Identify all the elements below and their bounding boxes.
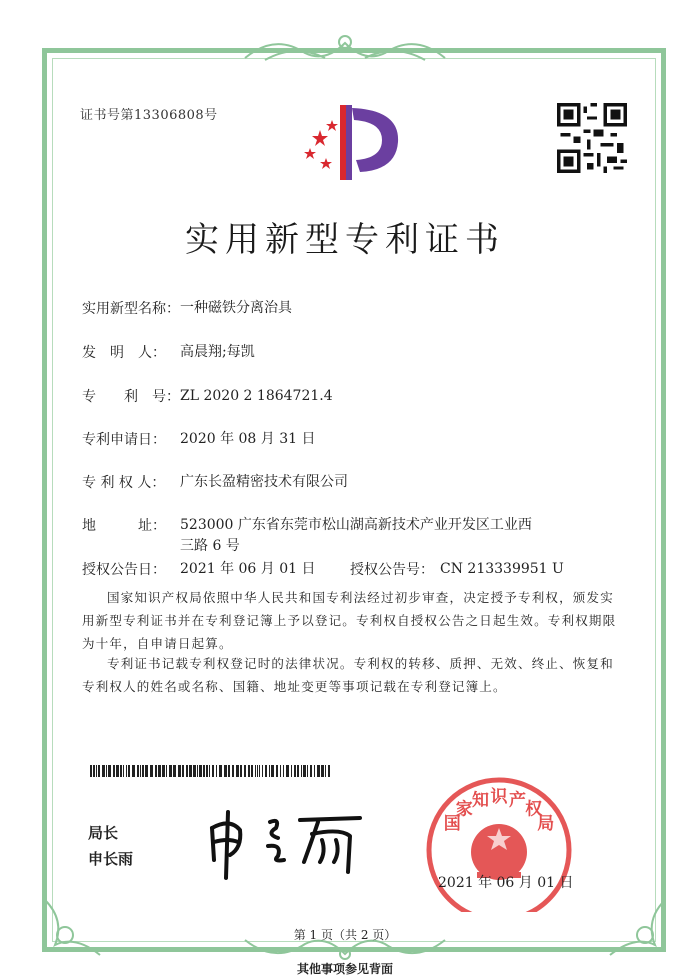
barcode-bar	[199, 765, 202, 777]
barcode-bar	[248, 765, 250, 777]
barcode-bar	[257, 765, 258, 777]
corner-ornament-bottom-right	[600, 890, 670, 960]
barcode-bar	[189, 765, 192, 777]
barcode-bar	[150, 765, 153, 777]
barcode-bar	[244, 765, 246, 777]
seal-char: 家	[455, 799, 473, 820]
director-name: 申长雨	[88, 850, 134, 868]
certificate-statement-paragraph: 国家知识产权局依照中华人民共和国专利法经过初步审查，决定授予专利权，颁发实用新型专利证书并在专利登记簿上予以登记。专利权自授权公告之日起生效。专利权期限为十年，自申请日起算。	[82, 590, 617, 651]
barcode-bar	[271, 765, 274, 777]
barcode-bar	[137, 765, 139, 777]
director-signature	[200, 800, 370, 880]
barcode-bar	[132, 765, 135, 777]
barcode-bar	[140, 765, 141, 777]
barcode-bar	[90, 765, 92, 777]
barcode-bar	[212, 765, 214, 777]
barcode-bar	[178, 765, 181, 777]
legal-status-paragraph: 专利证书记载专利权登记时的法律状况。专利权的转移、质押、无效、终止、恢复和专利权人的姓名或名称、国籍、地址变更等事项记载在专利登记簿上。	[82, 656, 614, 694]
barcode-bar	[265, 765, 267, 777]
barcode-bar	[255, 765, 256, 777]
barcode-bar	[155, 765, 157, 777]
barcode-bar	[197, 765, 198, 777]
seal-char: 识	[490, 787, 508, 807]
barcode-bar	[283, 765, 284, 777]
barcode-bar	[328, 765, 330, 777]
grant-number-label: 授权公告号：	[350, 562, 434, 578]
grant-number-value: CN 213339951 U	[440, 561, 564, 577]
barcode-bar	[186, 765, 188, 777]
barcode-bar	[294, 765, 296, 777]
grant-date-value: 2021 年 06 月 01 日	[180, 561, 316, 577]
seal-char: 局	[537, 814, 555, 834]
barcode-bar	[209, 765, 210, 777]
barcode-bar	[98, 765, 100, 777]
barcode-bar	[280, 765, 281, 777]
barcode-bar	[310, 765, 312, 777]
address-line-1: 523000 广东省东莞市松山湖高新技术产业开发区工业西	[180, 517, 532, 533]
barcode-bar	[219, 765, 222, 777]
barcode-bar	[96, 765, 97, 777]
barcode-bar	[102, 765, 105, 777]
barcode-bar	[162, 765, 165, 777]
barcode-bar	[126, 765, 127, 777]
top-ornament	[235, 28, 455, 68]
name-label: 实用新型名称：	[82, 301, 180, 317]
barcode-bar	[314, 765, 315, 777]
inventor-label: 发 明 人：	[82, 345, 166, 361]
filing-date-label: 专利申请日：	[82, 432, 166, 448]
patent-office-logo	[300, 100, 405, 185]
barcode-bar	[166, 765, 167, 777]
barcode	[90, 765, 330, 777]
barcode-bar	[206, 765, 208, 777]
barcode-bar	[259, 765, 260, 777]
seal-char: 产	[509, 790, 526, 811]
qr-code	[557, 103, 627, 173]
barcode-bar	[142, 765, 144, 777]
barcode-bar	[182, 765, 184, 777]
address-label: 地 址：	[82, 518, 166, 534]
barcode-bar	[286, 765, 289, 777]
seal-char: 权	[525, 799, 543, 820]
barcode-bar	[269, 765, 270, 777]
barcode-bar	[262, 765, 263, 777]
corner-ornament-bottom-left	[40, 890, 110, 960]
page-number: 第 1 页（共 2 页）	[293, 928, 397, 942]
seal-date: 2021 年 06 月 01 日	[438, 875, 574, 891]
barcode-bar	[145, 765, 148, 777]
barcode-bar	[123, 765, 124, 777]
barcode-bar	[113, 765, 115, 777]
seal-char: 知	[472, 790, 489, 811]
barcode-bar	[193, 765, 196, 777]
certificate-number: 证书号第13306808号	[80, 108, 218, 123]
barcode-bar	[203, 765, 205, 777]
barcode-bar	[228, 765, 230, 777]
patent-holder-label: 专 利 权 人：	[82, 475, 166, 491]
barcode-bar	[93, 765, 95, 777]
barcode-bar	[128, 765, 130, 777]
barcode-bar	[216, 765, 217, 777]
barcode-bar	[317, 765, 320, 777]
barcode-bar	[116, 765, 119, 777]
barcode-bar	[232, 765, 234, 777]
barcode-bar	[303, 765, 306, 777]
barcode-bar	[251, 765, 253, 777]
barcode-bar	[169, 765, 172, 777]
barcode-bar	[120, 765, 122, 777]
seal-char: 国	[443, 814, 461, 834]
address-line-2: 三路 6 号	[180, 538, 240, 554]
barcode-bar	[307, 765, 308, 777]
barcode-bar	[240, 765, 242, 777]
barcode-bar	[106, 765, 107, 777]
grant-date-label: 授权公告日：	[82, 562, 166, 578]
barcode-bar	[236, 765, 239, 777]
barcode-bar	[301, 765, 302, 777]
barcode-bar	[108, 765, 111, 777]
barcode-bar	[321, 765, 324, 777]
director-title: 局长	[88, 824, 119, 842]
barcode-bar	[224, 765, 227, 777]
barcode-bar	[325, 765, 326, 777]
barcode-bar	[276, 765, 278, 777]
patent-holder-value: 广东长盈精密技术有限公司	[180, 474, 348, 490]
patent-number-label: 专 利 号：	[82, 389, 180, 405]
patent-number-value: ZL 2020 2 1864721.4	[180, 388, 333, 404]
barcode-bar	[297, 765, 299, 777]
inventor-value: 高晨翔;每凯	[180, 344, 255, 360]
filing-date-value: 2020 年 08 月 31 日	[180, 431, 316, 447]
barcode-bar	[158, 765, 161, 777]
barcode-bar	[173, 765, 176, 777]
name-value: 一种磁铁分离治具	[180, 300, 292, 316]
barcode-bar	[291, 765, 292, 777]
certificate-title: 实用新型专利证书	[185, 220, 505, 260]
back-note: 其他事项参见背面	[296, 962, 393, 976]
